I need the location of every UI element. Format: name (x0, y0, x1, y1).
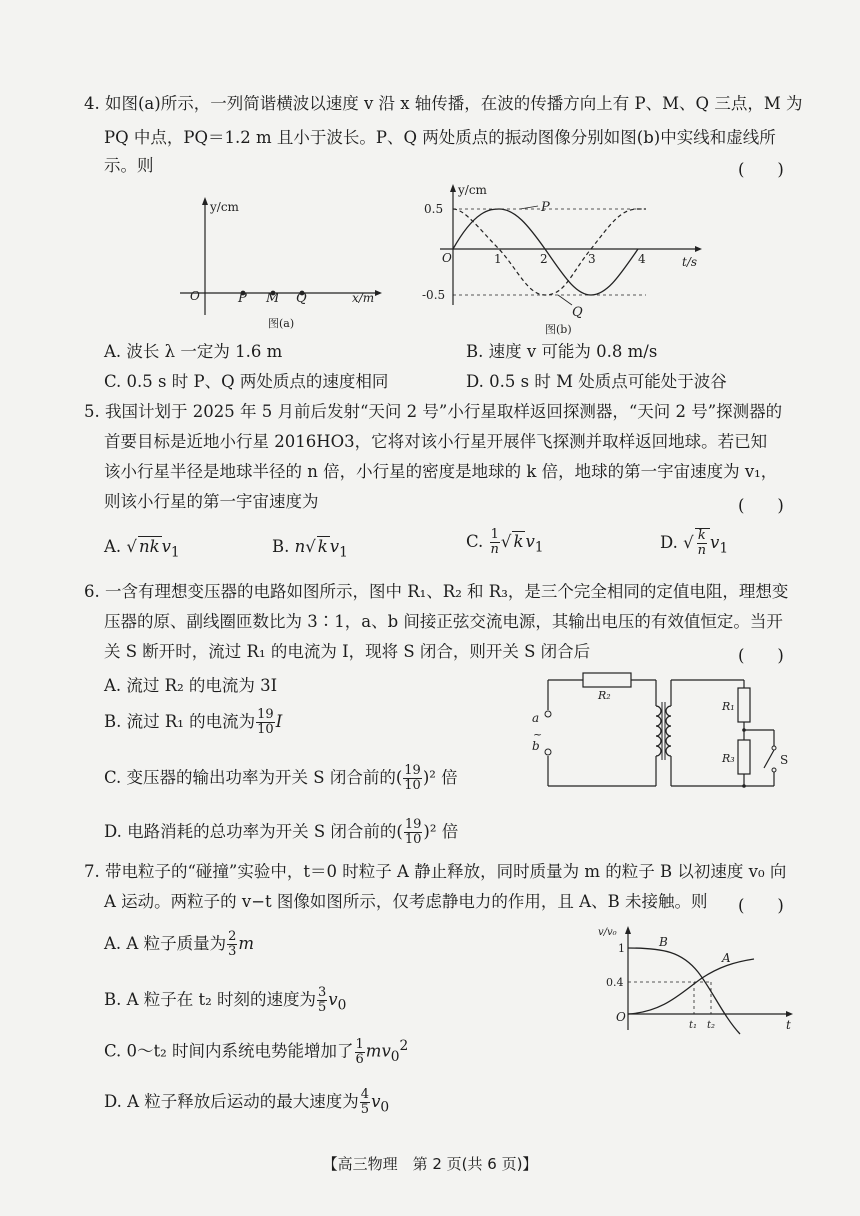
q6-option-a: A. 流过 R₂ 的电流为 3I (104, 676, 278, 695)
q7-option-a: A. A 粒子质量为 $\frac{2}{3}$ m (104, 929, 255, 959)
q4-line-3: 示。则 (104, 156, 154, 175)
q7-vt-graph (594, 922, 799, 1037)
q7-line-1: 7. 带电粒子的“碰撞”实验中，t＝0 时粒子 A 静止释放，同时质量为 m 的粒子 B 以初速度 v₀ 向 (84, 862, 787, 881)
q4-figure-b (420, 180, 710, 340)
fig-b-xtick-3: 3 (588, 252, 596, 266)
fig-a-ylabel: y/cm (210, 200, 239, 214)
q5-line-3: 该小行星半径是地球半径的 n 倍，小行星的密度是地球的 k 倍，地球的第一宇宙速度为 v₁， (104, 462, 778, 481)
q4-line-1: 4. 如图(a)所示，一列简谐横波以速度 v 沿 x 轴传播，在波的传播方向上有 P、M、Q 三点，M 为 (84, 94, 803, 113)
q5-line-1: 5. 我国计划于 2025 年 5 月前后发射“天问 2 号”小行星取样返回探测器，“天问 2 号”探测器的 (84, 402, 783, 421)
q4-option-d: D. 0.5 s 时 M 处质点可能处于波谷 (466, 372, 727, 391)
q4-option-c: C. 0.5 s 时 P、Q 两处质点的速度相同 (104, 372, 389, 391)
circuit-a: a (532, 711, 540, 725)
q6-option-c: C. 变压器的输出功率为开关 S 闭合前的( $\frac{19}{10}$ )² 倍 (104, 763, 458, 793)
q5-line-4: 则该小行星的第一宇宙速度为 (104, 492, 319, 511)
circuit-b: b (532, 739, 540, 753)
q7-answer-paren: ( ) (738, 896, 784, 915)
fig-b-origin: O (442, 251, 452, 265)
vt-xlabel: t (786, 1018, 791, 1032)
q7-option-b: B. A 粒子在 t₂ 时刻的速度为 $\frac{3}{5}$ $v_0$ (104, 985, 347, 1015)
q5-line-2: 首要目标是近地小行星 2016HO3，它将对该小行星开展伴飞探测并取样返回地球。若已知 (104, 432, 768, 451)
q6-option-b: B. 流过 R₁ 的电流为 $\frac{19}{10}$ I (104, 707, 283, 737)
vt-t2: t₂ (707, 1020, 716, 1031)
fig-b-xlabel: t/s (682, 255, 698, 269)
fig-a-point-q: Q (296, 291, 307, 306)
q6-line-2: 压器的原、副线圈匝数比为 3∶1，a、b 间接正弦交流电源，其输出电压的有效值恒定。当开 (104, 612, 783, 631)
q5-option-c: C. $\frac{1}{n}$ √ k $v_1$ (466, 527, 544, 557)
fig-b-xtick-2: 2 (540, 252, 548, 266)
vt-label-a: A (722, 951, 731, 965)
q5-option-d: D. √ $\frac{k}{n}$ $v_1$ (660, 528, 729, 558)
fig-b-ylabel: y/cm (458, 183, 487, 197)
q7-line-2: A 运动。两粒子的 v−t 图像如图所示，仅考虑静电力的作用，且 A、B 未接触。则 (104, 892, 708, 911)
fig-b-curve-q (453, 209, 646, 295)
q4-option-b: B. 速度 v 可能为 0.8 m/s (466, 342, 658, 361)
q7-option-c: C. 0～t₂ 时间内系统电势能增加了 $\frac{1}{6}$ $mv_0^2$ (104, 1036, 409, 1067)
circuit-switch: S (780, 753, 789, 767)
fig-b-label-p: P (541, 200, 550, 215)
circuit-r1: R₁ (722, 700, 735, 713)
vt-ylabel: v/v₀ (598, 927, 617, 938)
fig-a-xlabel: x/m (352, 291, 375, 305)
q6-answer-paren: ( ) (738, 646, 784, 665)
vt-origin: O (616, 1010, 626, 1024)
q5-option-a: A. √ nk $v_1$ (104, 537, 180, 561)
circuit-r2: R₂ (598, 689, 611, 702)
q4-answer-paren: ( ) (738, 160, 784, 179)
fig-a-point-m: M (266, 291, 280, 306)
fig-b-caption: 图(b) (545, 323, 572, 336)
fig-a-origin: O (190, 289, 200, 303)
q5-answer-paren: ( ) (738, 496, 784, 515)
fig-a-point-p: P (238, 291, 247, 306)
fig-a-caption: 图(a) (268, 317, 295, 330)
q7-option-d: D. A 粒子释放后运动的最大速度为 $\frac{4}{5}$ $v_0$ (104, 1087, 390, 1117)
vt-y04: 0.4 (606, 976, 624, 989)
q6-option-d: D. 电路消耗的总功率为开关 S 闭合前的( $\frac{19}{10}$ )² 倍 (104, 817, 459, 847)
fig-b-xtick-4: 4 (638, 252, 646, 266)
svg-text:~: ~ (533, 728, 543, 741)
vt-t1: t₁ (689, 1020, 698, 1031)
q4-figure-a (170, 195, 390, 335)
q4-line-2: PQ 中点，PQ＝1.2 m 且小于波长。P、Q 两处质点的振动图像分别如图(b)中实线和虚线所 (104, 128, 776, 147)
vt-label-b: B (659, 935, 668, 949)
q6-line-1: 6. 一含有理想变压器的电路如图所示，图中 R₁、R₂ 和 R₃，是三个完全相同的定值电阻，理想变 (84, 582, 789, 601)
fig-b-xtick-1: 1 (494, 252, 502, 266)
circuit-r3: R₃ (722, 752, 735, 765)
vt-curve-a (628, 959, 754, 1014)
q5-option-b: B. n√ k $v_1$ (272, 537, 348, 561)
fig-b-ytick-neg: -0.5 (422, 288, 446, 302)
q4-option-a: A. 波长 λ 一定为 1.6 m (104, 342, 283, 361)
q6-line-3: 关 S 断开时，流过 R₁ 的电流为 I，现将 S 闭合，则开关 S 闭合后 (104, 642, 591, 661)
fig-b-ytick-pos: 0.5 (424, 202, 444, 216)
fig-b-label-q: Q (572, 305, 583, 320)
vt-y1: 1 (618, 942, 625, 955)
page-footer: 【高三物理 第 2 页(共 6 页)】 (322, 1155, 538, 1173)
q6-circuit (528, 668, 808, 798)
